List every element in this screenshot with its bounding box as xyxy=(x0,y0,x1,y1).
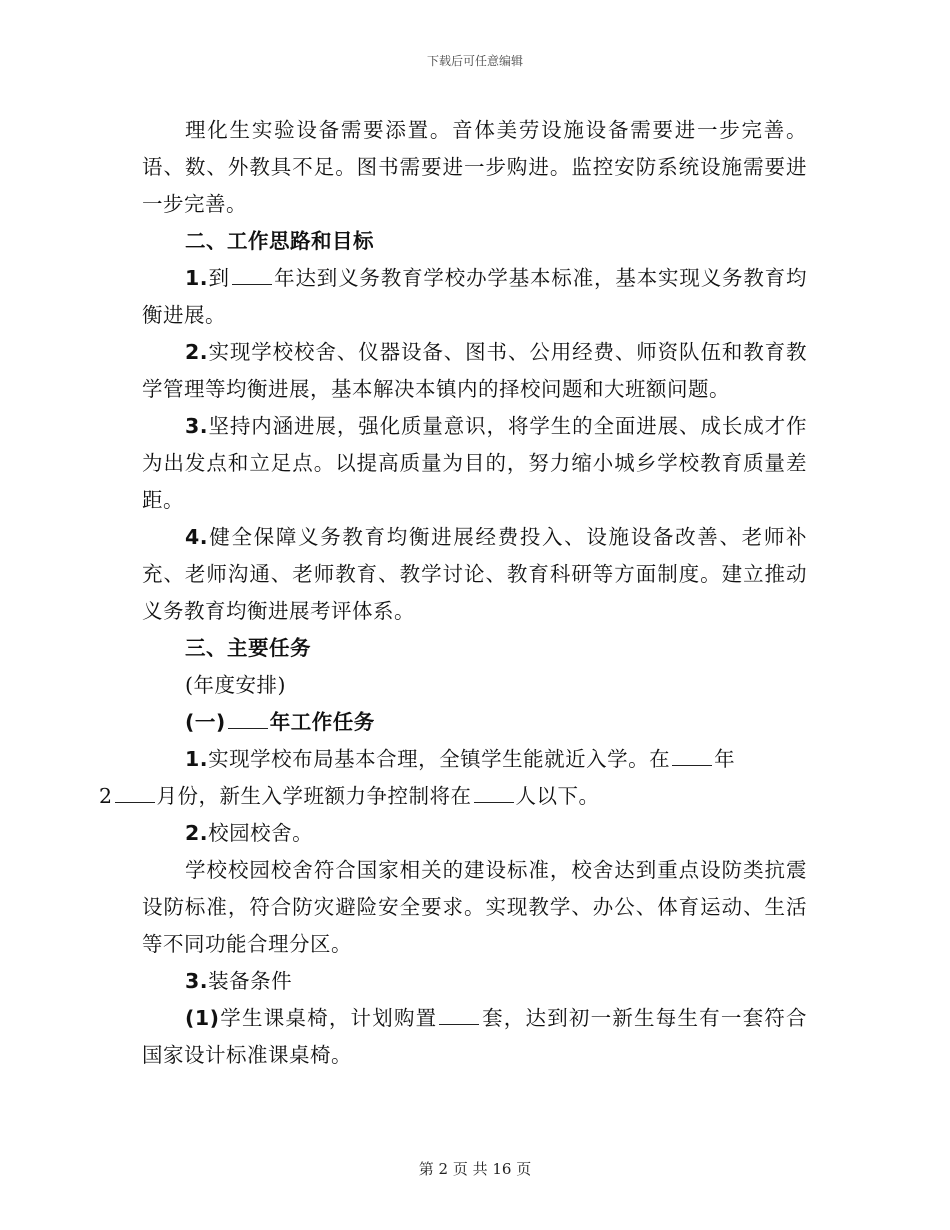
subsection-text: 年工作任务 xyxy=(269,710,375,734)
task-item-3-1 xyxy=(142,1000,807,1074)
goal-text: 实现学校校舍、仪器设备、图书、公用经费、师资队伍和教育教学管理等均衡进展，基本解决本镇内的择校问题和大班额问题。 xyxy=(142,340,807,401)
page-header: 下载后可任意编辑 xyxy=(426,54,523,68)
goal-item-4 xyxy=(142,519,807,630)
goal-item-1 xyxy=(142,260,807,334)
blank-line xyxy=(474,783,514,803)
blank-line xyxy=(672,746,712,766)
blank-line xyxy=(232,265,272,285)
task-text-e: 人以下。 xyxy=(515,784,600,808)
task-text-a: 实现学校布局基本合理，全镇学生能就近入学。在 xyxy=(208,747,671,771)
goal-text-post: 年达到义务教育学校办学基本标准，基本实现义务教育均衡进展。 xyxy=(142,266,808,327)
paragraph-facilities: 理化生实验设备需要添置。音体美劳设施设备需要进一步完善。语、数、外教具不足。图书需要进一步购进。监控安防系统设施需要进一步完善。 xyxy=(142,118,807,216)
goal-number: 4. xyxy=(185,525,209,549)
goal-number: 3. xyxy=(185,414,209,438)
document-body xyxy=(98,112,808,1074)
task-text-d: 月份，新生入学班额力争控制将在 xyxy=(156,784,472,808)
subsection-heading xyxy=(142,704,807,741)
sub-item-text-a: 学生课桌椅，计划购置 xyxy=(219,1006,438,1030)
goal-number: 2. xyxy=(185,340,209,364)
sub-item-label: (1) xyxy=(185,1006,220,1030)
task-text-c: 2 xyxy=(98,784,113,808)
annual-arrangement: (年度安排) xyxy=(185,673,287,697)
task-number: 2. xyxy=(185,821,209,845)
goal-item-3 xyxy=(142,408,807,519)
task-number: 1. xyxy=(185,747,209,771)
goal-text-pre: 到 xyxy=(208,266,230,290)
goal-number: 1. xyxy=(185,266,209,290)
task-text: 装备条件 xyxy=(208,969,293,993)
section-heading-tasks: 三、主要任务 xyxy=(185,636,312,660)
blank-line xyxy=(115,783,155,803)
goal-item-2 xyxy=(142,334,807,408)
goal-text: 健全保障义务教育均衡进展经费投入、设施设备改善、老师补充、老师沟通、老师教育、教学讨论、教育科研等方面制度。建立推动义务教育均衡进展考评体系。 xyxy=(142,525,807,623)
task-number: 3. xyxy=(185,969,209,993)
page-number-footer: 第 2 页 共 16 页 xyxy=(418,1160,532,1178)
task-2-body: 学校校园校舍符合国家相关的建设标准，校舍达到重点设防类抗震设防标准，符合防灾避险安全要求。实现教学、办公、体育运动、生活等不同功能合理分区。 xyxy=(142,858,807,956)
goal-text: 坚持内涵进展，强化质量意识，将学生的全面进展、成长成才作为出发点和立足点。以提高质量为目的，努力缩小城乡学校教育质量差距。 xyxy=(142,414,807,512)
section-heading-goals: 二、工作思路和目标 xyxy=(185,229,375,253)
sub-item-text-b: 套，达到初一新生每生有一套符合国家设计标准课桌椅。 xyxy=(142,1006,808,1067)
task-text-b: 年 xyxy=(714,747,736,771)
subsection-label: (一) xyxy=(185,710,226,734)
task-text: 校园校舍。 xyxy=(208,821,314,845)
blank-line xyxy=(228,709,268,729)
task-item-1 xyxy=(98,741,807,815)
blank-line xyxy=(439,1005,479,1025)
task-item-3 xyxy=(142,963,807,1000)
task-item-2 xyxy=(142,815,807,852)
